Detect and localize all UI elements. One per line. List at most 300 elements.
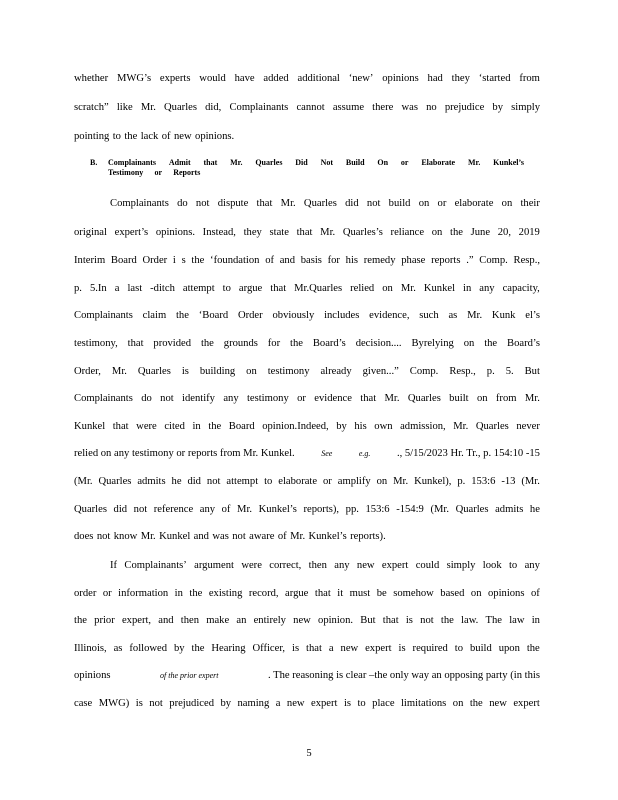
text-line — [74, 72, 540, 85]
word: identify — [182, 393, 215, 404]
word: on — [470, 588, 482, 599]
word: from — [519, 73, 540, 84]
word: Quarles’s — [342, 227, 383, 238]
word: in — [174, 588, 183, 599]
word: Quarles — [98, 476, 132, 487]
word: prior — [94, 615, 115, 626]
word: original — [74, 227, 107, 238]
word: simply — [446, 560, 476, 571]
page-number: 5 — [306, 748, 312, 759]
word: on — [452, 698, 464, 709]
word: any — [479, 283, 495, 294]
word: Board — [110, 255, 137, 266]
word: to — [357, 698, 366, 709]
word: was — [212, 531, 229, 542]
word: pointing — [74, 131, 110, 142]
word: Kunk — [491, 310, 516, 321]
word: build — [469, 643, 492, 654]
word: Mr. — [400, 283, 416, 294]
word: in — [531, 615, 540, 626]
word: Complainants’ — [124, 560, 187, 571]
word: to — [508, 560, 518, 571]
word: Officer, — [252, 643, 286, 654]
word: could — [415, 560, 440, 571]
word: do — [141, 393, 152, 404]
word: Mr. — [393, 476, 409, 487]
word: have — [234, 73, 255, 84]
word: upon — [498, 643, 520, 654]
word: Complainants — [110, 198, 169, 209]
word: of — [277, 531, 287, 542]
word: reference — [153, 504, 194, 515]
word: they — [243, 227, 262, 238]
word: new — [286, 698, 305, 709]
word: pp. — [345, 504, 359, 515]
word: Elaborate — [421, 158, 456, 167]
word: that — [296, 227, 313, 238]
text-line — [74, 503, 540, 516]
text-line — [74, 420, 540, 433]
word: as — [113, 643, 123, 654]
word: Instead, — [202, 227, 236, 238]
word: was — [401, 102, 418, 113]
word: or — [102, 588, 112, 599]
word: any — [199, 504, 216, 515]
word: of — [265, 255, 275, 266]
word: Build — [345, 158, 365, 167]
word: Board — [228, 421, 255, 432]
word: Mr. — [524, 393, 540, 404]
word: p. — [74, 283, 82, 294]
word: i — [172, 255, 176, 266]
word: place — [372, 698, 395, 709]
word: Mr. — [453, 421, 469, 432]
word: grounds — [223, 338, 258, 349]
word: admits — [495, 504, 524, 515]
word: Board’s — [507, 338, 540, 349]
word: his — [354, 421, 367, 432]
word: that — [306, 643, 322, 654]
word: by — [492, 102, 504, 113]
word: that — [270, 283, 287, 294]
text-line — [74, 530, 540, 543]
word: Byrelying — [411, 338, 454, 349]
word: or — [400, 158, 409, 167]
word: The — [485, 615, 502, 626]
word: testimony — [246, 393, 289, 404]
word: did — [113, 504, 128, 515]
word: already — [320, 366, 352, 377]
word: that — [112, 421, 129, 432]
word: s — [181, 255, 186, 266]
word: not — [420, 615, 434, 626]
text-line — [74, 101, 540, 114]
word: of — [221, 504, 231, 515]
word: then — [180, 615, 200, 626]
word: Quarles — [303, 198, 337, 209]
word: based — [440, 588, 465, 599]
word: own — [374, 421, 393, 432]
text-line — [74, 475, 540, 488]
word: is — [292, 643, 300, 654]
word: Quarles — [137, 366, 171, 377]
word: Kunkel — [159, 531, 191, 542]
word: decision.... — [355, 338, 402, 349]
word: amplify — [337, 476, 371, 487]
text-line — [74, 226, 540, 239]
word: testimony, — [74, 338, 118, 349]
word: is — [135, 698, 143, 709]
word: never — [516, 421, 540, 432]
word: he — [171, 476, 182, 487]
word: new — [340, 643, 359, 654]
word: reports — [431, 255, 461, 266]
word: to — [222, 283, 231, 294]
word: simply — [511, 102, 540, 113]
word: admission, — [400, 421, 446, 432]
word: the — [74, 615, 87, 626]
word: opinions — [382, 73, 419, 84]
word: basis — [300, 255, 322, 266]
word: Mr.Quarles — [294, 283, 343, 294]
text-line-prior-expert — [74, 669, 540, 682]
heading-number: B. — [90, 158, 98, 167]
word: If — [110, 560, 118, 571]
word: naming — [237, 698, 270, 709]
word: Quarles — [475, 421, 509, 432]
word: not — [195, 198, 210, 209]
word: his — [345, 255, 359, 266]
word: limitations — [400, 698, 447, 709]
word: the — [484, 338, 498, 349]
word: he — [529, 504, 540, 515]
word: any — [223, 393, 239, 404]
word: scratch” — [74, 102, 109, 113]
word: Comp. — [479, 255, 508, 266]
word: somehow — [393, 588, 434, 599]
word: building — [199, 366, 236, 377]
word: Order — [237, 310, 263, 321]
word: -ditch — [150, 283, 175, 294]
word: Mr. — [290, 531, 306, 542]
word: is — [398, 643, 406, 654]
word: Kunkel’s — [258, 504, 297, 515]
italic-phrase: of the prior expert — [160, 671, 219, 680]
word: Mr. — [237, 504, 253, 515]
word: that — [314, 588, 331, 599]
text-after: . The reasoning is clear –the only way an opposing party (in this — [268, 670, 540, 681]
word: Mr. — [467, 158, 481, 167]
word: Complainants — [74, 310, 133, 321]
word: to — [264, 476, 273, 487]
word: ‘started — [478, 73, 511, 84]
word: they — [451, 73, 470, 84]
word: that — [203, 158, 218, 167]
word: to — [112, 131, 121, 142]
word: Mr. — [140, 531, 156, 542]
word: Mr. — [140, 102, 156, 113]
word: a — [275, 698, 281, 709]
word: Mr. — [111, 366, 127, 377]
word: given...” — [362, 366, 399, 377]
word: did — [345, 198, 359, 209]
word: the — [191, 255, 205, 266]
word: relied — [350, 283, 375, 294]
word: Order — [142, 255, 168, 266]
word: case — [74, 698, 93, 709]
word: a — [328, 643, 334, 654]
word: it — [337, 588, 344, 599]
word: Complainants — [108, 158, 157, 167]
word: not — [206, 476, 221, 487]
word: 20, — [497, 227, 511, 238]
word: does — [74, 531, 94, 542]
word: prejudice — [444, 102, 485, 113]
word: .” — [466, 255, 474, 266]
word: did, — [205, 102, 222, 113]
text-line-citation — [74, 447, 540, 460]
word: do — [177, 198, 188, 209]
word: no — [426, 102, 437, 113]
word: el’s — [525, 310, 540, 321]
citation-text-after: ., 5/15/2023 Hr. Tr., p. 154:10 -15 — [396, 448, 540, 459]
text-line — [74, 130, 540, 143]
word: record, — [248, 588, 279, 599]
word: MWG) — [98, 698, 130, 709]
word: But — [524, 366, 540, 377]
word: cited — [164, 421, 185, 432]
text-line — [74, 309, 540, 322]
word: required — [412, 643, 448, 654]
word: the — [469, 698, 483, 709]
word: dispute — [217, 198, 249, 209]
word: that — [127, 338, 144, 349]
word: or — [297, 393, 306, 404]
word: assume — [332, 102, 365, 113]
word: opinions. — [155, 227, 195, 238]
text-line — [74, 365, 540, 378]
word: lack — [140, 131, 159, 142]
word: the — [208, 421, 222, 432]
word: Reports — [173, 168, 201, 177]
word: Resp., — [449, 366, 476, 377]
word: on — [476, 393, 488, 404]
word: Mr. — [320, 227, 336, 238]
word: Admit — [168, 158, 191, 167]
word: not — [149, 698, 163, 709]
word: any — [334, 560, 350, 571]
word: Quarles — [164, 102, 197, 113]
word: then — [308, 560, 327, 571]
word: built — [449, 393, 469, 404]
word: ‘foundation — [210, 255, 260, 266]
word: June — [470, 227, 491, 238]
word: testimony — [267, 366, 310, 377]
word: expert — [311, 698, 338, 709]
word: evidence — [314, 393, 352, 404]
word: 5. — [505, 366, 514, 377]
text-line — [110, 197, 540, 210]
word: the — [290, 338, 303, 349]
word: (Mr. — [521, 476, 540, 487]
word: did — [187, 476, 201, 487]
word: the — [200, 338, 214, 349]
word: not — [232, 531, 246, 542]
word: Kunkel’s — [493, 158, 524, 167]
text-line — [74, 282, 540, 295]
word: reports), — [303, 504, 340, 515]
word: claim — [142, 310, 167, 321]
heading-line — [108, 168, 212, 178]
word: opinions. — [195, 131, 235, 142]
word: provided — [153, 338, 192, 349]
word: new — [173, 131, 192, 142]
word: obviously — [272, 310, 315, 321]
word: law. — [461, 615, 479, 626]
text-line — [74, 392, 540, 405]
word: the — [526, 643, 540, 654]
word: in — [192, 421, 201, 432]
word: elaborate — [454, 198, 494, 209]
word: the — [124, 131, 138, 142]
word: Complainants — [229, 102, 289, 113]
word: Resp., — [513, 255, 540, 266]
word: followed — [129, 643, 168, 654]
citation-text-before: relied on any testimony or reports from Mr. Kunkel. — [74, 448, 295, 459]
word: had — [427, 73, 443, 84]
word: and — [279, 255, 296, 266]
word: Illinois, — [74, 643, 107, 654]
word: of — [530, 588, 540, 599]
word: on — [376, 476, 388, 487]
word: the — [440, 615, 454, 626]
word: of — [161, 131, 171, 142]
word: new — [489, 698, 507, 709]
word: for — [267, 338, 281, 349]
word: there — [372, 102, 394, 113]
word: order — [74, 588, 97, 599]
word: But — [360, 615, 376, 626]
text-line — [74, 337, 540, 350]
citation-signal-eg: e.g. — [358, 449, 371, 458]
word: Mr. — [280, 198, 296, 209]
word: Board’s — [312, 338, 346, 349]
word: 153:6 — [471, 476, 496, 487]
word: attempt — [182, 283, 215, 294]
word: expert — [513, 698, 540, 709]
citation-signal-see: See — [321, 449, 333, 458]
word: capacity, — [502, 283, 540, 294]
word: that — [360, 393, 377, 404]
word: Comp. — [409, 366, 439, 377]
word: whether — [74, 73, 109, 84]
word: on — [501, 198, 513, 209]
text-before: opinions — [74, 670, 111, 681]
word: aware — [249, 531, 275, 542]
word: cannot — [296, 102, 325, 113]
word: (Mr. — [430, 504, 449, 515]
word: correct, — [269, 560, 302, 571]
word: the — [175, 310, 189, 321]
word: new — [356, 560, 375, 571]
word: Quarles — [455, 504, 489, 515]
word: Quarles — [255, 158, 283, 167]
word: on — [382, 283, 393, 294]
word: Testimony — [108, 168, 144, 177]
heading-line — [108, 158, 524, 168]
word: Kunkel’s — [308, 531, 347, 542]
word: and — [158, 615, 174, 626]
word: a — [114, 283, 120, 294]
word: expert — [381, 560, 409, 571]
word: know — [113, 531, 138, 542]
word: expert’s — [114, 227, 149, 238]
word: is — [405, 615, 413, 626]
word: state — [269, 227, 289, 238]
word: opinion.Indeed, — [262, 421, 329, 432]
word: by — [336, 421, 347, 432]
word: additional — [297, 73, 340, 84]
text-line — [74, 614, 540, 627]
word: new — [293, 615, 311, 626]
word: prejudiced — [169, 698, 214, 709]
word: 5.In — [89, 283, 107, 294]
word: Mr. — [467, 310, 483, 321]
word: Not — [320, 158, 334, 167]
word: expert, — [121, 615, 152, 626]
text-line — [74, 254, 540, 267]
text-line — [74, 587, 540, 600]
word: Quarles — [407, 393, 441, 404]
word: entirely — [253, 615, 286, 626]
word: Mr. — [230, 158, 243, 167]
word: or — [323, 476, 332, 487]
word: be — [376, 588, 387, 599]
word: reliance — [390, 227, 425, 238]
word: last — [127, 283, 143, 294]
word: experts — [159, 73, 191, 84]
word: on — [431, 227, 443, 238]
word: added — [263, 73, 289, 84]
word: to — [454, 643, 464, 654]
word: includes — [324, 310, 360, 321]
word: Did — [295, 158, 308, 167]
word: p. — [486, 366, 495, 377]
word: any — [524, 560, 540, 571]
word: Interim — [74, 255, 106, 266]
text-line — [74, 697, 540, 710]
word: not — [366, 198, 381, 209]
word: Kunkel — [74, 421, 106, 432]
word: from — [495, 393, 517, 404]
word: the — [189, 588, 203, 599]
word: phase — [401, 255, 426, 266]
word: ‘Board — [198, 310, 229, 321]
word: reports). — [350, 531, 386, 542]
word: look — [482, 560, 502, 571]
word: remedy — [363, 255, 396, 266]
word: by — [173, 643, 185, 654]
word: law — [509, 615, 525, 626]
word: like — [116, 102, 133, 113]
word: expert — [365, 643, 392, 654]
word: On — [377, 158, 389, 167]
word: information — [118, 588, 169, 599]
word: (Mr. — [74, 476, 93, 487]
word: on — [246, 366, 257, 377]
word: Mr. — [384, 393, 400, 404]
word: Quarles — [74, 504, 107, 515]
